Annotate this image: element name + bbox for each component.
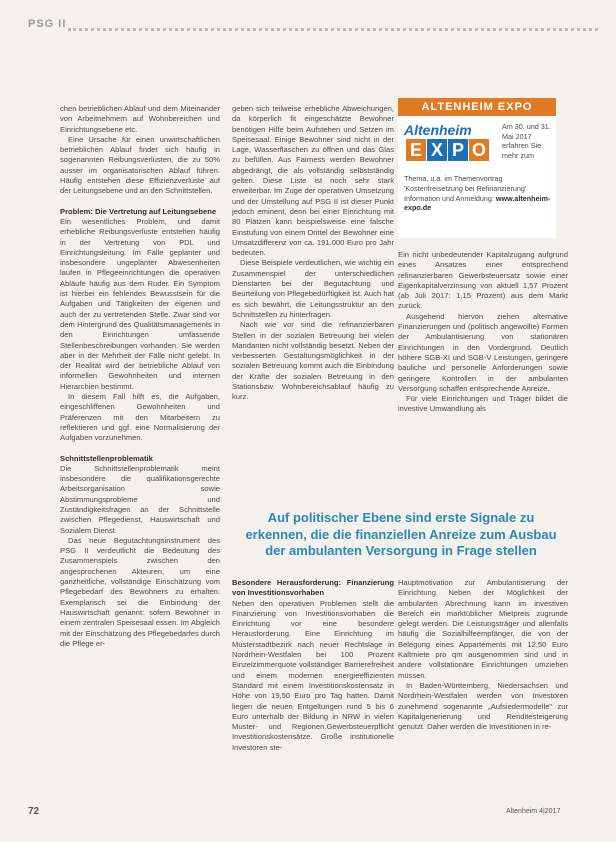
pull-quote: Auf politischer Ebene sind erste Signale zu erkennen, die die finanziellen Anreize zum Ausbau der ambulanten Versorgung in Frage stellen — [245, 510, 557, 558]
paragraph: Hauptmotivation zur Ambulantisierung der Einrichtung Neben der Möglichkeit der ambulanten Abrechnung kann im investiven Bereich ein marktüblicher Mietpreis zugrunde gelegt werden. Die Leistungsträger und allenfalls häufig die Sozialhilfeempfänger, die von der Belegung eines Appartements mit 12,50 Euro Kaltmiete pro qm ausgenommen sind und in andere vollstationäre Einrichtungen umziehen müssen. — [398, 578, 568, 680]
expo-logo — [404, 122, 494, 166]
footer-publication: Altenheim 4|2017 — [506, 808, 561, 815]
column-middle — [232, 104, 394, 403]
paragraph: Eine Ursache für einen unwirtschaftlichen betrieblichen Ablauf findet sich häufig in sogenannten Reibungsverlusten, die zu 50% ausser im organisatorischen Ablauf führen. Häufig entstehen diese Effizienzverluste auf der Leitungsebene und an den Schnittstellen. — [60, 134, 220, 196]
expo-link[interactable]: www.altenheim-expo.de — [404, 193, 551, 213]
logo-wordmark: Altenheim — [404, 122, 472, 138]
paragraph: geben sich teilweise erhebliche Abweichungen, da körperlich fit eingeschätzte Bewohner benötigen Hilfe beim Aufstehen und Setzen im Speisesaal. Einige Bewohner sind nicht in der Lage, Wasserflaschen zu öffnen und das Glas zu befüllen. Aus Fairness werden Bewohner abgedrängt, die als vollständig selbstständig gelten. Diese Liste ist noch sehr stark erweiterbar. Im Zuge der operativen Umsetzung und der Umstellung auf PSG II ist dieser Punkt jedoch eminent, denn bei einer Einrichtung mit 80 Plätzen kann beispielsweise eine falsche Einstufung von einem Drittel der Bewohner eine Umsatzdifferenz von ca. 191.000 Euro pro Jahr bedeuten. — [232, 104, 394, 258]
logo-letter: P — [448, 139, 468, 161]
paragraph: Ein nicht unbedeutender Kapitalzugang aufgrund eines Ansatzes einer entsprechend refinanzierbaren Gewerbsteuersatz sowie einer Eigenkapitalverzinsung von aktuell 1,57 Prozent (ab Juli 2017: 1,15 Prozent) aus dem Markt zurück. — [398, 250, 568, 311]
page-number: 72 — [28, 806, 40, 817]
paragraph: Für viele Einrichtungen und Träger bildet die investive Umwandlung als — [398, 394, 568, 414]
subheading: Problem: Die Vertretung auf Leitungsebene — [60, 206, 217, 216]
logo-letter: O — [469, 139, 489, 161]
subheading: Schnittstellenproblematik — [60, 453, 153, 463]
column-right — [398, 250, 568, 415]
running-header — [28, 18, 598, 32]
paragraph: Ein wesentliches Problem, und damit erhebliche Reibungsverluste entstehen häufig in der Vertretung von PDL und Einrichtungsleitung. Im Falle geplanter und insbesondere ungeplanter Abwesenheiten laufen in Pflegeeinrichtungen die operativen Abläufe häufig aus dem Ruder. Ein Symptom ist hierbei ein fehlendes Bewusstsein für die Aufgaben und Tätigkeiten der eigenen und auch der zu vertretenden Stelle. Zwar sind vor dem Hintergrund des Qualitätsmanagements in den Einrichtungen umfassende Stellenbeschreibungen vorhanden. Sie werden aber in der Mehrheit der Fälle nicht gelebt. In der Realität wird der betriebliche Ablauf von informellen Gewohnheiten und internen Hierarchien bestimmt. — [60, 216, 220, 391]
logo-letter: X — [427, 139, 447, 161]
logo-letter: E — [406, 139, 426, 161]
expo-heading: ALTENHEIM EXPO — [398, 98, 556, 116]
column-right-lower — [398, 578, 568, 732]
logo-expo-letters — [406, 139, 490, 163]
column-middle-lower — [232, 578, 394, 753]
paragraph: Ausgehend hiervon ziehen alternative Finanzierungen und (politisch angewollte) Formen der Ambulantisierung von stationären Einrichtungen in den Vordergrund. Deutlich höhere SGB-XI und SGB-V Leistungen, geringere bauliche und personelle Anforderungen sowie geringere Kontrollen in der ambulanten Versorgung schaffen entsprechende Anreize. — [398, 311, 568, 393]
header-label: PSG II — [28, 18, 67, 30]
paragraph: Nach wie vor sind die refinanzierbaren Stellen in der sozialen Betreuung bei vielen Mandanten nicht vollständig besetzt. Neben der verbesserten Gestaltungsmöglichkeit in der sozialen Betreuung kommt auch die Einbindung der Kräfte der sozialen Betreuung in den Stationsbzw. Wohnbereichsablauf häufig zu kurz. — [232, 320, 394, 402]
paragraph: Neben den operativen Problemen stellt die Finanzierung von Investitionsvorhaben die Einrichtung vor eine besondere Herausforderung. Eine Einrichtung im Musterstadtbezirk nach neuer Rechtslage in Nordrhein-Westfalen bei 100 Prozent Einzelzimmerquote vollständiger Barrierefreiheit und einem modernen energieeffizienten Standard mit einem Investitionskostensatz in Höhe von 19,50 Euro pro Tag hatten. Damit liegen die neuen Entgeltungen rund 5 bis 6 Euro unterhalb der Bildung in NRW in vielen Muster- und Regionen.Gewerbsteuerpflicht Investitionskostensätze. Große institutionelle Investoren ste- — [232, 598, 394, 752]
subheading: Besondere Herausforderung: Finanzierung von Investitionsvorhaben — [232, 578, 394, 598]
header-dotted-rule — [68, 28, 598, 31]
paragraph: Das neue Begutachtungsinstrument des PSG II verdeutlicht die Bedeutung des Zusammenspiels zwischen den angesprochenen Akteuren, um eine ganzheitliche, vollständige Einschätzung vom Pflegebedarf des Bewohners zu erhalten. Exemplarisch sei die Einbindung der Hauswirtschaft genannt: sofern Bewohner in einem zentralen Speisesaal essen. Im Abgleich mit der Einschätzung des Pflegebedarfes durch die Pflege er- — [60, 535, 220, 648]
expo-date: Am 30. und 31. Mai 2017 erfahren Sie mehr zum — [502, 122, 551, 160]
paragraph: Die Schnittstellenproblematik meint insbesondere die qualifikationsgerechte Arbeitsorganisation sowie Abstimmungsprobleme und Zuständigkeitsfragen an der Schnittstelle zwischen Pflegedienst, Hauswirtschaft und Sozialem Dienst. — [60, 463, 220, 535]
paragraph: chen betrieblichen Ablauf und dem Miteinander von Arbeitnehmern auf Wohnbereichen und Einrichtungsebene etc. — [60, 104, 220, 134]
paragraph: Diese Beispiele verdeutlichen, wie wichtig ein Zusammenspiel der unterschiedlichen Dienstarten bei der Begutachtung und Beurteilung von Pflegebedürftigkeit ist. Auch hat es sich bewährt, die Leitungsstruktur an den Schnittstellen zu hinterfragen. — [232, 258, 394, 319]
paragraph: In diesem Fall hilft es, die Aufgaben, eingeschliffenen Gewohnheiten und Präferenzen mit den Mitarbeitern zu reflektieren und ggf. eine Normalisierung der Aufgaben vorzunehmen. — [60, 392, 220, 443]
paragraph: In Baden-Württemberg, Niedersachsen und Nordrhein-Westfalen werden von Investoren zunehmend sogenannte „Aufsiedermodelle" zur Kapitalgenerierung und Renditesteigerung genutzt. Daher werden die Investitionen in re- — [398, 680, 568, 732]
expo-description — [404, 174, 552, 213]
column-left — [60, 104, 220, 649]
expo-text: Thema, u.a. im Themenvortrag 'Kostenfreisetzung bei Refinanzierung' Information und Anmeldung: — [404, 174, 527, 203]
expo-info-box — [398, 98, 556, 238]
